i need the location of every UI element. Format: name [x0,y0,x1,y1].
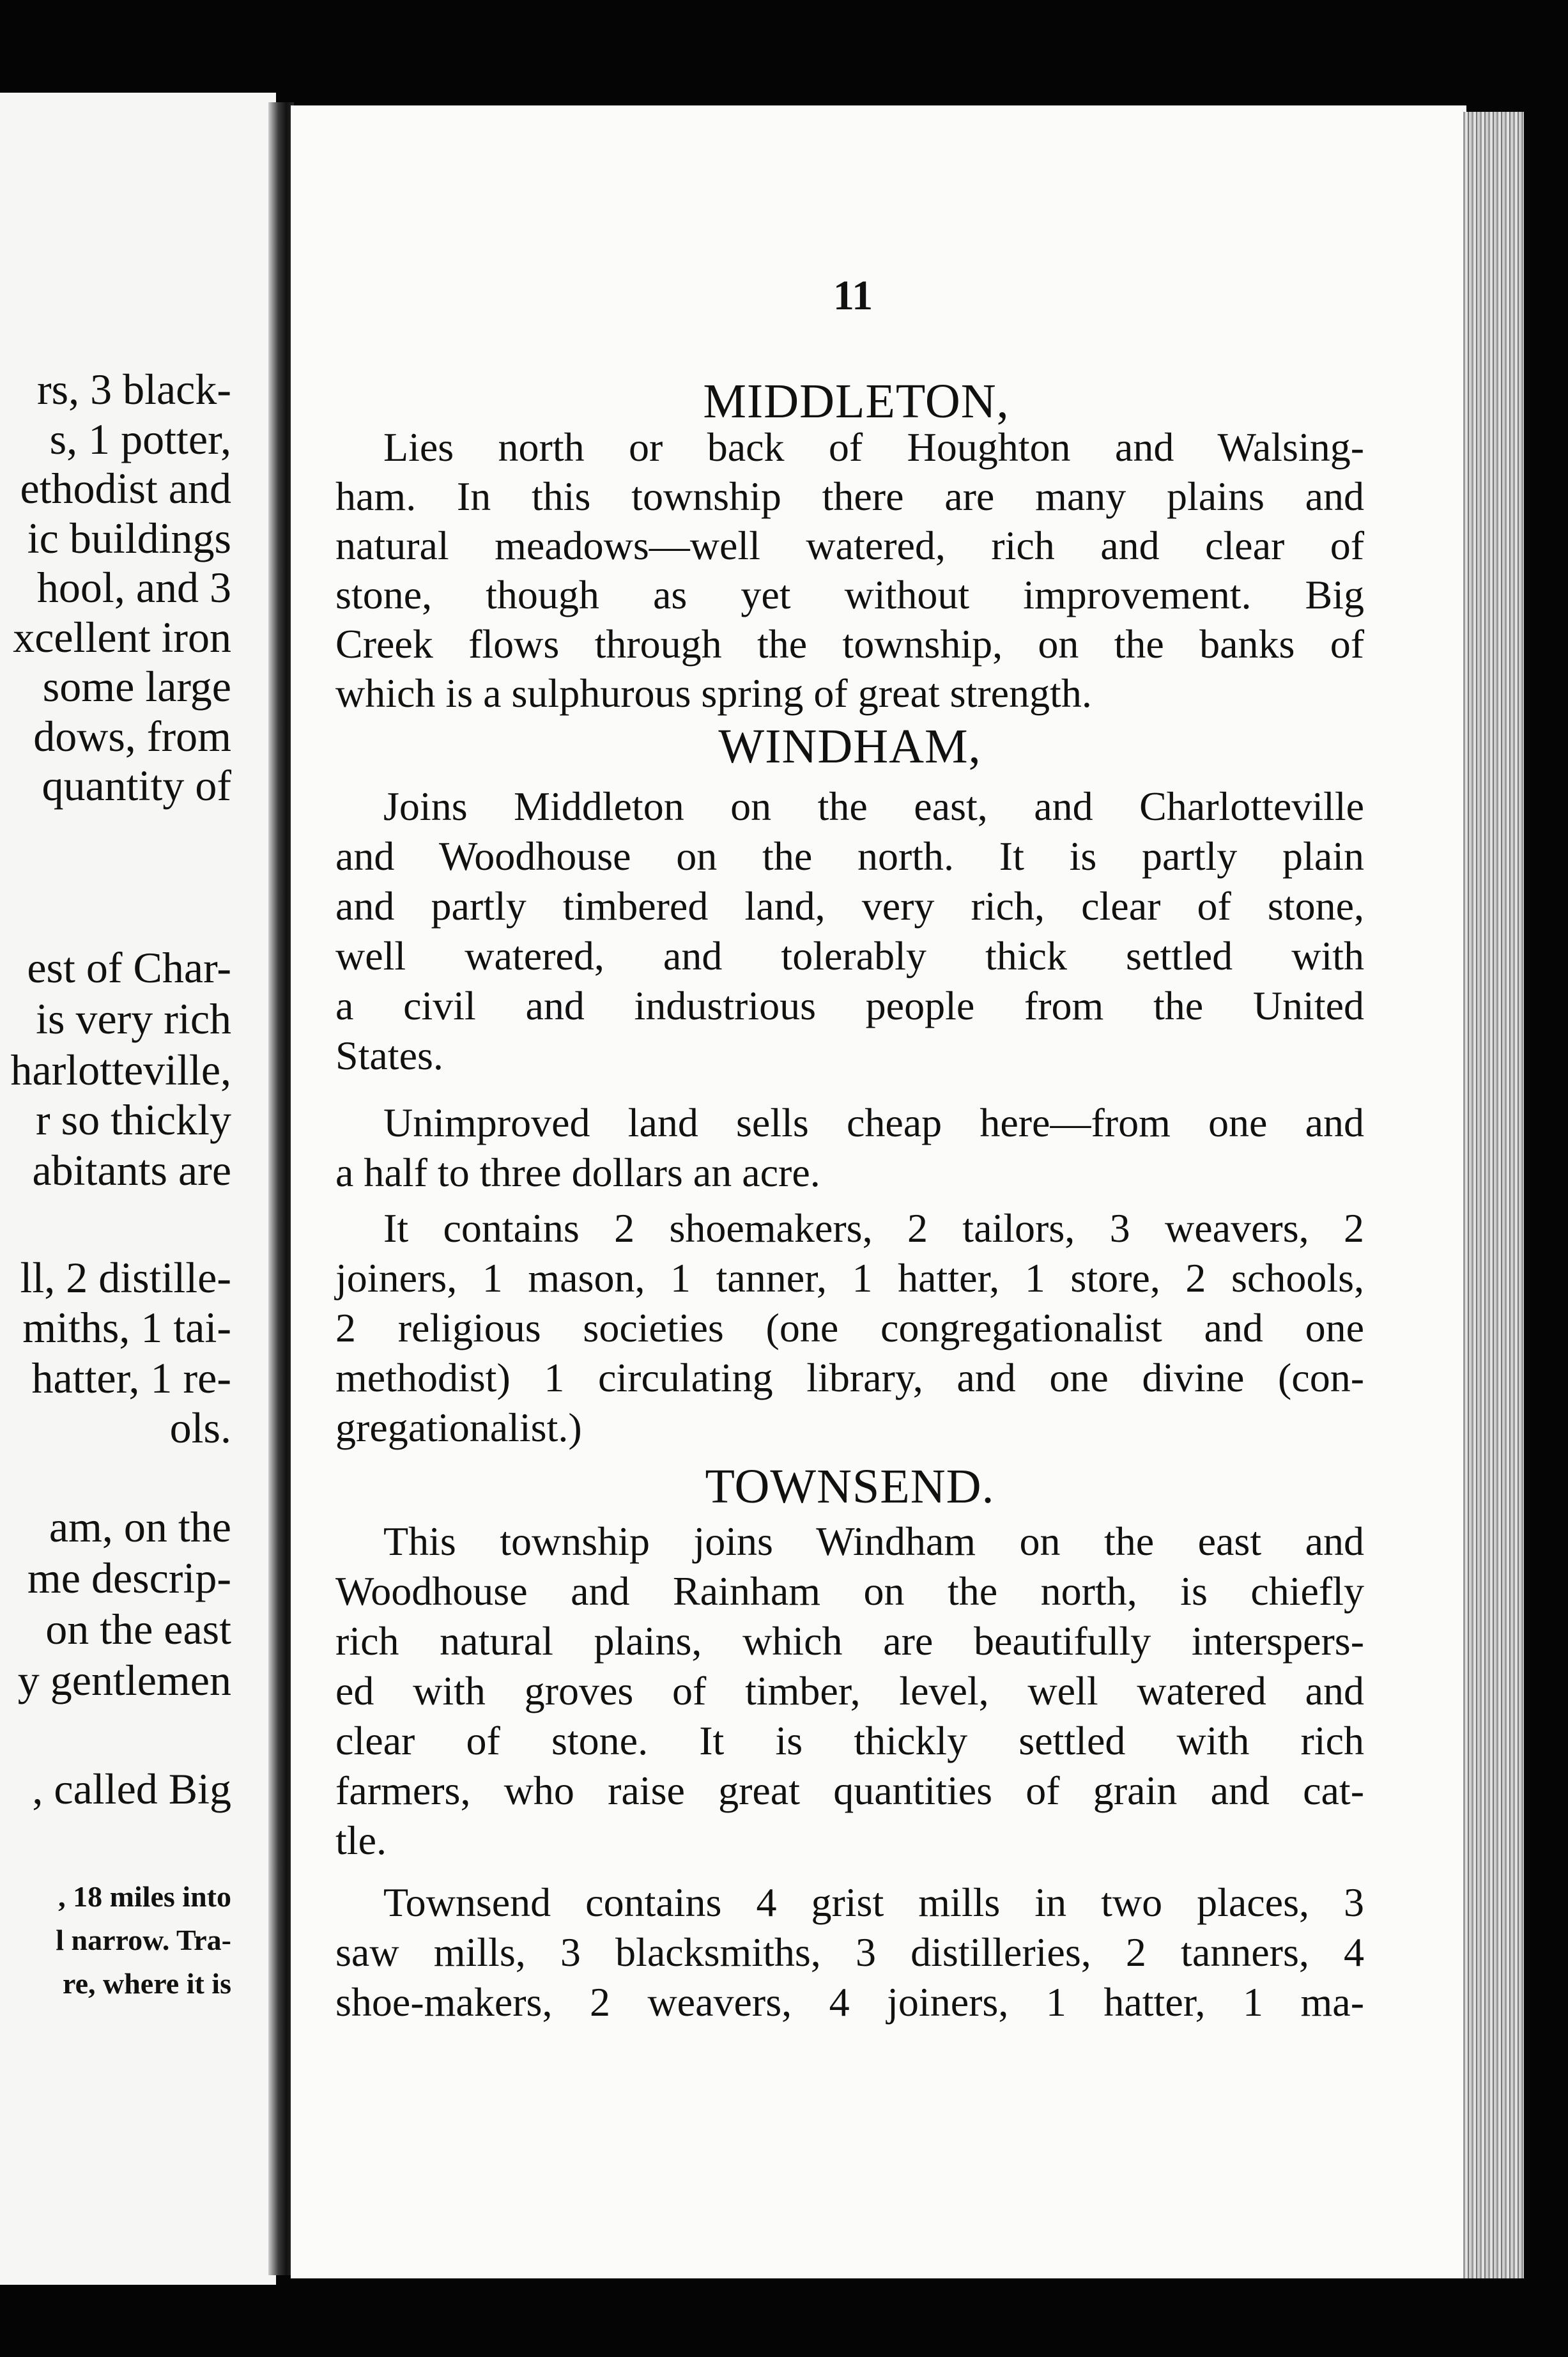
text-line: a civil and industrious people from the United [335,983,1364,1028]
text-line: clear of stone. It is thickly settled with rich [335,1718,1364,1763]
left-fragment: y gentlemen [17,1656,231,1704]
text-line: Joins Middleton on the east, and Charlotteville [383,784,1364,829]
left-fragment: hool, and 3 [36,563,231,612]
text-line: Woodhouse and Rainham on the north, is chiefly [335,1568,1364,1614]
section-heading-windham: WINDHAM, [718,720,981,773]
text-line: Townsend contains 4 grist mills in two places, 3 [383,1880,1364,1925]
left-fragment: miths, 1 tai- [22,1303,231,1352]
left-fragment: l narrow. Tra- [56,1924,231,1956]
left-fragment: abitants are [32,1146,231,1194]
left-fragment: , called Big [32,1765,231,1813]
text-line: which is a sulphurous spring of great strength. [335,670,1092,716]
left-fragment: ols. [169,1403,231,1452]
text-line: joiners, 1 mason, 1 tanner, 1 hatter, 1 store, 2 schools, [335,1255,1364,1301]
text-line: gregationalist.) [335,1405,582,1450]
left-fragment: quantity of [42,761,231,810]
text-line: Lies north or back of Houghton and Walsing- [383,424,1364,470]
left-fragment: some large [42,662,231,711]
text-line: 2 religious societies (one congregationalist and one [335,1305,1364,1350]
left-fragment: est of Char- [27,943,231,992]
left-fragment: s, 1 potter, [49,415,231,463]
left-fragment: rs, 3 black- [36,365,231,413]
text-line: well watered, and tolerably thick settled with [335,933,1364,978]
text-line: ed with groves of timber, level, well watered and [335,1668,1364,1713]
page-edge [1463,112,1524,2278]
text-line: tle. [335,1818,387,1863]
text-line: Unimproved land sells cheap here—from one and [383,1100,1364,1145]
left-fragment: , 18 miles into [58,1880,231,1913]
text-line: Creek flows through the township, on the banks of [335,621,1364,667]
book-gutter [268,102,294,2275]
left-fragment: xcellent iron [13,613,231,661]
text-line: natural meadows—well watered, rich and clear of [335,523,1364,568]
left-fragment: dows, from [33,712,231,761]
left-fragment: am, on the [49,1503,231,1551]
section-heading-middleton: MIDDLETON, [703,375,1010,428]
left-fragment: re, where it is [62,1967,231,2000]
text-line: and Woodhouse on the north. It is partly plain [335,833,1364,879]
left-fragment: is very rich [36,994,231,1043]
left-fragment: ic buildings [27,514,231,562]
text-line: States. [335,1033,443,1078]
text-line: farmers, who raise great quantities of grain and cat- [335,1768,1364,1813]
text-line: rich natural plains, which are beautifully interspers- [335,1618,1364,1664]
page-number: 11 [833,272,873,319]
text-line: It contains 2 shoemakers, 2 tailors, 3 weavers, 2 [383,1205,1364,1251]
text-line: methodist) 1 circulating library, and one divine (con- [335,1355,1364,1400]
section-heading-townsend: TOWNSEND. [705,1460,995,1513]
left-fragment: ethodist and [20,464,231,513]
left-page [0,93,276,2285]
text-line: shoe-makers, 2 weavers, 4 joiners, 1 hatter, 1 ma- [335,1979,1364,2025]
left-fragment: me descrip- [27,1554,231,1602]
left-fragment: hatter, 1 re- [31,1354,231,1402]
text-line: This township joins Windham on the east and [383,1519,1364,1564]
text-line: saw mills, 3 blacksmiths, 3 distilleries, 2 tanners, 4 [335,1929,1364,1975]
left-fragment: harlotteville, [10,1046,231,1094]
left-fragment: ll, 2 distille- [20,1253,231,1302]
text-line: stone, though as yet without improvement. Big [335,572,1364,617]
text-line: ham. In this township there are many plains and [335,474,1364,519]
text-line: and partly timbered land, very rich, clear of stone, [335,883,1364,929]
text-line: a half to three dollars an acre. [335,1150,820,1195]
left-fragment: r so thickly [36,1095,231,1144]
left-fragment: on the east [45,1605,231,1653]
